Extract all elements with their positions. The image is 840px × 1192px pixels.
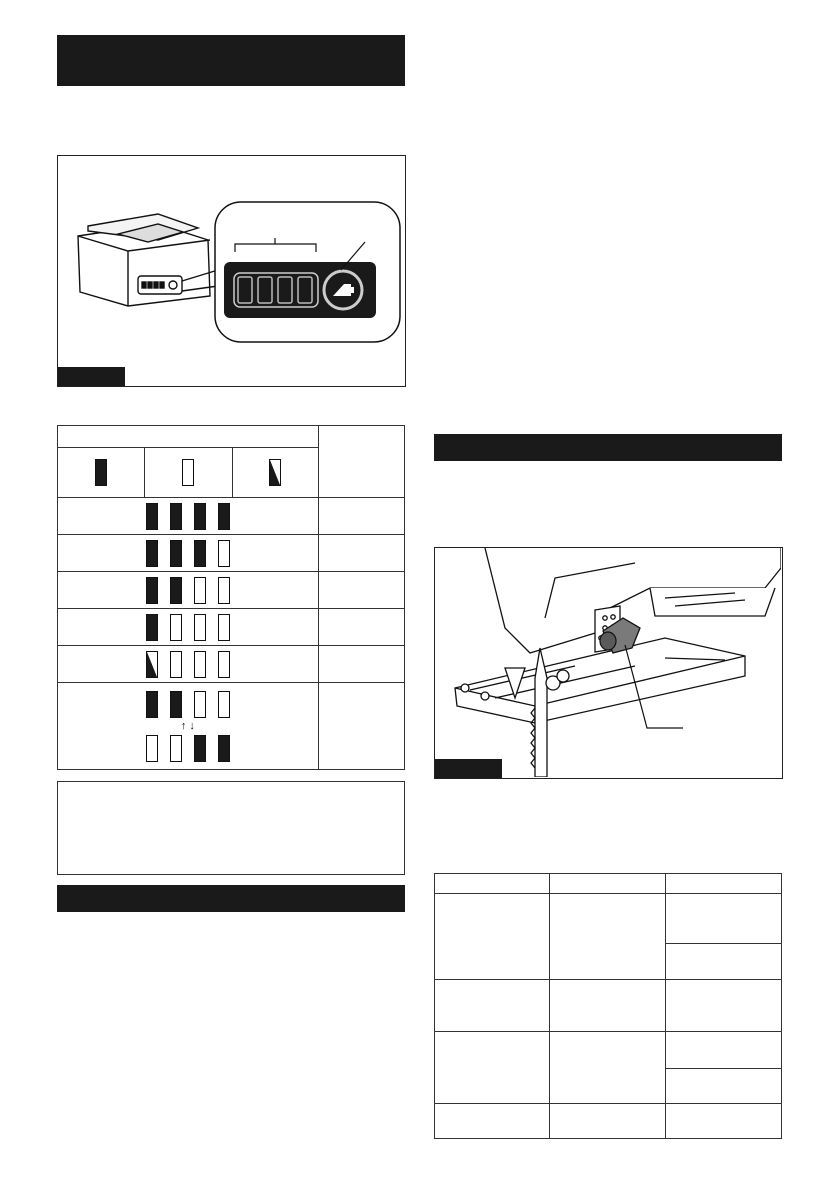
figure-speed-dial [434, 547, 783, 779]
charger-illustration [58, 156, 404, 385]
indicator-row-4 [58, 609, 319, 646]
lamp-icon [218, 691, 230, 718]
alternating-arrows: ↑ ↓ [180, 719, 195, 732]
indicator-remark-4 [318, 609, 404, 646]
lamp-icon [218, 735, 230, 762]
speed-row-3-col-3 [665, 1032, 781, 1069]
speed-row-2-col-1 [435, 980, 550, 1032]
speed-row-4-col-3 [665, 1104, 781, 1139]
speed-row-3-col-3b [665, 1069, 781, 1104]
lamp-icon [146, 614, 158, 641]
indicator-row-2 [58, 535, 319, 572]
lamp-off-icon [182, 459, 194, 486]
speed-row-3-col-2 [550, 1032, 665, 1104]
speed-table [434, 873, 782, 1139]
lamp-icon [170, 691, 182, 718]
speed-row-1-col-2 [550, 894, 665, 980]
lamp-icon [194, 503, 206, 530]
lamp-icon [194, 540, 206, 567]
indicator-row-3 [58, 572, 319, 609]
speed-row-2-col-3 [665, 980, 781, 1032]
lamp-icon [218, 651, 230, 678]
lamp-icon [146, 691, 158, 718]
legend-blinking [232, 448, 318, 498]
speed-row-1-col-3 [665, 894, 781, 944]
lamp-icon [194, 651, 206, 678]
section-header-top [57, 35, 405, 86]
indicator-remark-5 [318, 646, 404, 683]
legend-off [145, 448, 232, 498]
indicator-header-group [58, 426, 319, 448]
lamp-icon [218, 614, 230, 641]
indicator-row-5 [58, 646, 319, 683]
speed-row-3-col-1 [435, 1032, 550, 1104]
lamp-icon [146, 540, 158, 567]
figure-label-tag [58, 367, 125, 386]
lamp-icon [170, 735, 182, 762]
speed-row-4-col-1 [435, 1104, 550, 1139]
figure-charger-indicator [57, 155, 406, 387]
speed-table-header-2 [550, 874, 665, 894]
legend-lit [58, 448, 145, 498]
lamp-lit-icon [95, 459, 107, 486]
lamp-icon [194, 577, 206, 604]
section-header-right [434, 434, 782, 461]
speed-row-1-col-1 [435, 894, 550, 980]
speed-row-4-col-2 [550, 1104, 665, 1139]
lamp-icon [170, 614, 182, 641]
speed-row-2-col-2 [550, 980, 665, 1032]
lamp-icon [194, 735, 206, 762]
lamp-icon [146, 577, 158, 604]
lamp-icon [194, 614, 206, 641]
note-box [57, 781, 405, 875]
lamp-icon [146, 735, 158, 762]
lamp-icon [194, 691, 206, 718]
speed-table-header-3 [665, 874, 781, 894]
speed-row-1-col-3b [665, 944, 781, 980]
indicator-remark-6 [318, 683, 404, 770]
lamp-icon [146, 651, 158, 678]
jigsaw-illustration [435, 548, 781, 777]
lamp-icon [170, 540, 182, 567]
section-header-bottom-left [57, 885, 405, 912]
indicator-table [57, 425, 405, 770]
lamp-blink-icon [269, 459, 281, 486]
lamp-icon [218, 577, 230, 604]
indicator-right-header [318, 426, 404, 498]
speed-table-header-1 [435, 874, 550, 894]
indicator-remark-2 [318, 535, 404, 572]
lamp-icon [170, 577, 182, 604]
lamp-icon [146, 503, 158, 530]
indicator-remark-1 [318, 498, 404, 535]
lamp-icon [218, 540, 230, 567]
lamp-icon [170, 503, 182, 530]
lamp-icon [218, 503, 230, 530]
indicator-row-1 [58, 498, 319, 535]
figure-label-tag [435, 759, 502, 778]
indicator-remark-3 [318, 572, 404, 609]
lamp-icon [170, 651, 182, 678]
indicator-row-6 [58, 683, 319, 770]
